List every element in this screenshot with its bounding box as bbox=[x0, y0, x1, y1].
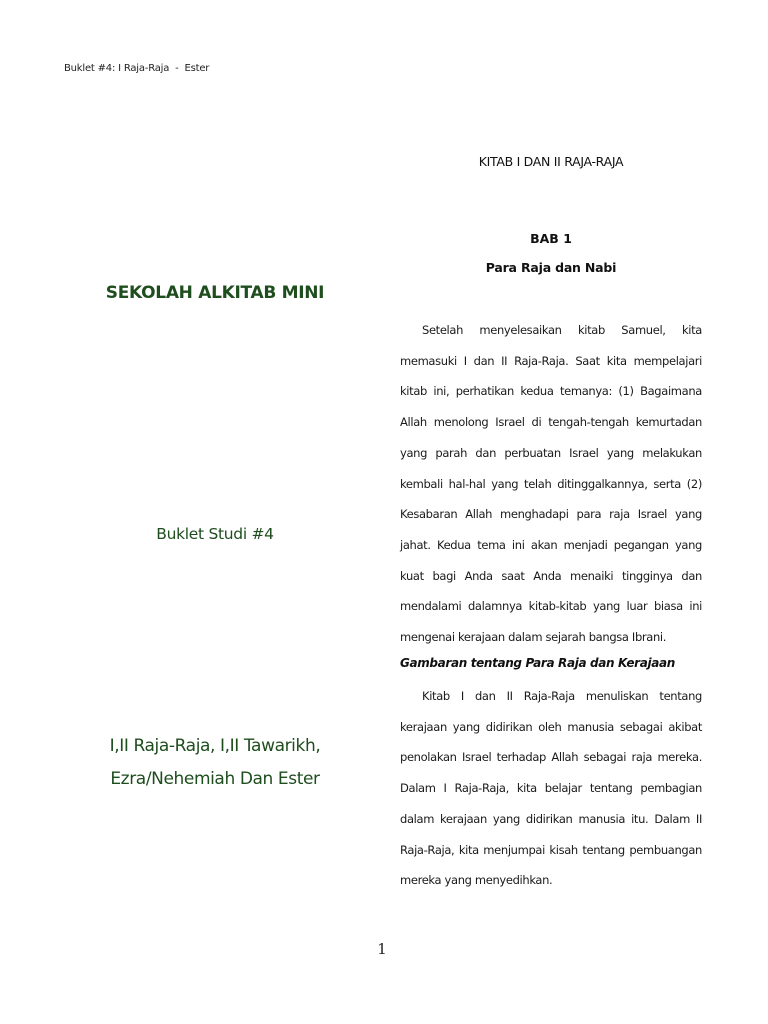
paragraph-overview: Kitab I dan II Raja-Raja menuliskan tentang kerajaan yang didirikan oleh manusia sebagai akibat penolakan Israel terhadap Allah sebagai raja mereka. Dalam I Raja-Raja, kita belajar tentang pembagian dalam kerajaan yang didirikan manusia itu. Dalam II Raja-Raja, kita menjumpai kisah tentang pembuangan mereka yang menyedihkan. bbox=[400, 689, 702, 888]
section-heading: Gambaran tentang Para Raja dan Kerajaan bbox=[400, 656, 675, 670]
main-title: KITAB I DAN II RAJA-RAJA bbox=[478, 154, 624, 169]
booklet-label: Buklet Studi #4 bbox=[156, 525, 274, 543]
booklet-subjects bbox=[60, 730, 370, 796]
chapter-number: BAB 1 bbox=[530, 231, 572, 246]
paragraph-intro: Setelah menyelesaikan kitab Samuel, kita memasuki I dan II Raja-Raja. Saat kita mempelajari kitab ini, perhatikan kedua temanya: (1) Bagaimana Allah menolong Israel di tengah-tengah kemurtadan yang parah dan perbuatan Israel yang melakukan kembali hal-hal yang telah ditinggalkannya, serta (2) Kesabaran Allah menghadapi para raja Israel yang jahat. Kedua tema ini akan menjadi pegangan yang kuat bagi Anda saat Anda menaiki tingginya dan mendalami dalamnya kitab-kitab yang luar biasa ini mengenai kerajaan dalam sejarah bangsa Ibrani. bbox=[400, 323, 702, 645]
chapter-title: Para Raja dan Nabi bbox=[485, 260, 617, 275]
school-title: SEKOLAH ALKITAB MINI bbox=[105, 283, 325, 303]
subjects-line-2: Ezra/Nehemiah Dan Ester bbox=[110, 769, 320, 789]
page-number: 1 bbox=[377, 940, 387, 958]
running-header: Buklet #4: I Raja-Raja - Ester bbox=[64, 63, 210, 74]
subjects-line-1: I,II Raja-Raja, I,II Tawarikh, bbox=[109, 736, 321, 756]
